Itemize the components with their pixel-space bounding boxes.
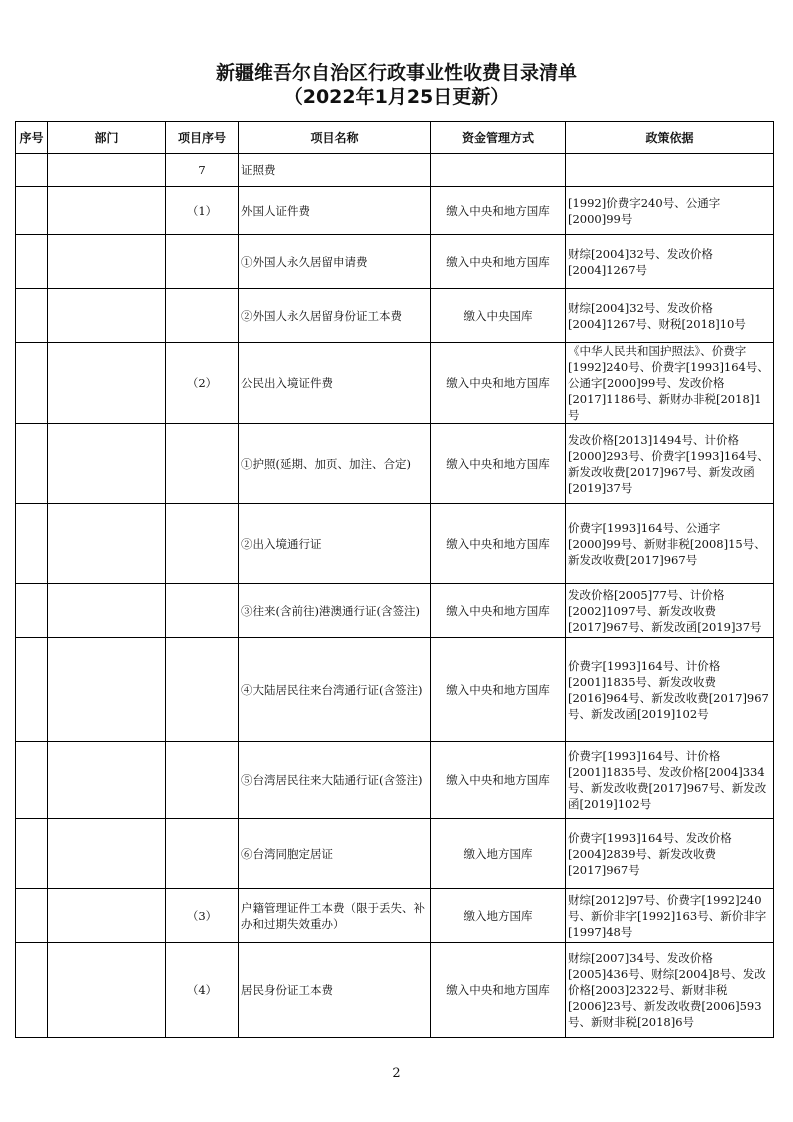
cell-item-name: 户籍管理证件工本费（限于丢失、补办和过期失效重办） (239, 889, 431, 943)
cell-basis: [1992]价费字240号、公通字[2000]99号 (566, 187, 774, 235)
table-row (16, 343, 774, 424)
cell-item-no (166, 819, 239, 889)
cell-item-no (166, 424, 239, 504)
cell-fund: 缴入中央和地方国库 (431, 235, 566, 289)
cell-dept (48, 943, 166, 1038)
cell-item-name: 证照费 (239, 154, 431, 187)
cell-dept (48, 154, 166, 187)
cell-basis: 《中华人民共和国护照法》、价费字[1992]240号、价费字[1993]164号、公通字[2000]99号、发改价格[2017]1186号、新财办非税[2018]1号 (566, 343, 774, 424)
cell-basis: 财综[2007]34号、发改价格[2005]436号、财综[2004]8号、发改价格[2003]2322号、新财非税[2006]23号、新发改收费[2006]593号、新财非税[2018]6号 (566, 943, 774, 1038)
table-row (16, 584, 774, 638)
cell-item-name: 公民出入境证件费 (239, 343, 431, 424)
cell-fund: 缴入中央和地方国库 (431, 424, 566, 504)
cell-fund: 缴入中央和地方国库 (431, 943, 566, 1038)
cell-basis: 价费字[1993]164号、计价格[2001]1835号、发改价格[2004]334号、新发改收费[2017]967号、新发改函[2019]102号 (566, 742, 774, 819)
cell-item-name: ②出入境通行证 (239, 504, 431, 584)
cell-item-no: （4） (166, 943, 239, 1038)
table-row (16, 638, 774, 742)
cell-basis: 价费字[1993]164号、计价格[2001]1835号、新发改收费[2016]964号、新发改收费[2017]967号、新发改函[2019]102号 (566, 638, 774, 742)
cell-seq (16, 424, 48, 504)
document-subtitle-date: （2022年1月25日更新） (283, 86, 510, 108)
cell-fund: 缴入中央和地方国库 (431, 343, 566, 424)
cell-basis: 价费字[1993]164号、公通字[2000]99号、新财非税[2008]15号、新发改收费[2017]967号 (566, 504, 774, 584)
cell-dept (48, 187, 166, 235)
cell-seq (16, 584, 48, 638)
cell-dept (48, 235, 166, 289)
cell-fund: 缴入中央和地方国库 (431, 638, 566, 742)
table-row (16, 889, 774, 943)
cell-item-no (166, 638, 239, 742)
cell-seq (16, 638, 48, 742)
cell-basis: 财综[2004]32号、发改价格[2004]1267号、财税[2018]10号 (566, 289, 774, 343)
cell-seq (16, 235, 48, 289)
header-policy-basis: 政策依据 (566, 122, 774, 154)
cell-dept (48, 343, 166, 424)
cell-seq (16, 819, 48, 889)
table-header-row (16, 122, 774, 154)
table-row (16, 819, 774, 889)
cell-dept (48, 584, 166, 638)
cell-seq (16, 154, 48, 187)
cell-fund (431, 154, 566, 187)
cell-dept (48, 289, 166, 343)
cell-basis: 价费字[1993]164号、发改价格[2004]2839号、新发改收费[2017]967号 (566, 819, 774, 889)
cell-seq (16, 943, 48, 1038)
cell-basis: 财综[2012]97号、价费字[1992]240号、新价非字[1992]163号、新价非字[1997]48号 (566, 889, 774, 943)
cell-seq (16, 187, 48, 235)
table-row (16, 154, 774, 187)
cell-dept (48, 819, 166, 889)
cell-fund: 缴入地方国库 (431, 889, 566, 943)
cell-item-no (166, 289, 239, 343)
cell-item-no: （1） (166, 187, 239, 235)
cell-dept (48, 424, 166, 504)
table-row (16, 187, 774, 235)
cell-seq (16, 889, 48, 943)
cell-item-name: ②外国人永久居留身份证工本费 (239, 289, 431, 343)
cell-item-name: 外国人证件费 (239, 187, 431, 235)
cell-item-no (166, 742, 239, 819)
cell-seq (16, 742, 48, 819)
cell-seq (16, 504, 48, 584)
cell-dept (48, 504, 166, 584)
cell-item-name: 居民身份证工本费 (239, 943, 431, 1038)
cell-fund: 缴入中央和地方国库 (431, 504, 566, 584)
cell-fund: 缴入中央和地方国库 (431, 742, 566, 819)
cell-fund: 缴入中央和地方国库 (431, 584, 566, 638)
cell-seq (16, 343, 48, 424)
cell-item-no: （2） (166, 343, 239, 424)
cell-item-name: ④大陆居民往来台湾通行证(含签注) (239, 638, 431, 742)
document-title: 新疆维吾尔自治区行政事业性收费目录清单 (215, 62, 577, 84)
cell-fund: 缴入地方国库 (431, 819, 566, 889)
cell-basis (566, 154, 774, 187)
table-row (16, 742, 774, 819)
header-item-no: 项目序号 (166, 122, 239, 154)
table-row (16, 424, 774, 504)
cell-basis: 发改价格[2013]1494号、计价格[2000]293号、价费字[1993]164号、新发改收费[2017]967号、新发改函[2019]37号 (566, 424, 774, 504)
cell-item-name: ①外国人永久居留申请费 (239, 235, 431, 289)
fee-catalog-table (15, 121, 774, 1038)
table-row (16, 289, 774, 343)
cell-basis: 财综[2004]32号、发改价格[2004]1267号 (566, 235, 774, 289)
cell-fund: 缴入中央国库 (431, 289, 566, 343)
cell-item-no (166, 584, 239, 638)
cell-item-no: 7 (166, 154, 239, 187)
cell-dept (48, 742, 166, 819)
cell-item-no: （3） (166, 889, 239, 943)
cell-item-name: ①护照(延期、加页、加注、合定) (239, 424, 431, 504)
header-fund-management: 资金管理方式 (431, 122, 566, 154)
cell-seq (16, 289, 48, 343)
table-row (16, 943, 774, 1038)
cell-item-no (166, 235, 239, 289)
cell-dept (48, 638, 166, 742)
table-row (16, 504, 774, 584)
cell-basis: 发改价格[2005]77号、计价格[2002]1097号、新发改收费[2017]967号、新发改函[2019]37号 (566, 584, 774, 638)
table-row (16, 235, 774, 289)
cell-item-no (166, 504, 239, 584)
header-dept: 部门 (48, 122, 166, 154)
header-item-name: 项目名称 (239, 122, 431, 154)
cell-item-name: ③往来(含前往)港澳通行证(含签注) (239, 584, 431, 638)
cell-fund: 缴入中央和地方国库 (431, 187, 566, 235)
cell-item-name: ⑤台湾居民往来大陆通行证(含签注) (239, 742, 431, 819)
cell-dept (48, 889, 166, 943)
page-number: 2 (392, 1066, 401, 1081)
header-seq: 序号 (16, 122, 48, 154)
cell-item-name: ⑥台湾同胞定居证 (239, 819, 431, 889)
